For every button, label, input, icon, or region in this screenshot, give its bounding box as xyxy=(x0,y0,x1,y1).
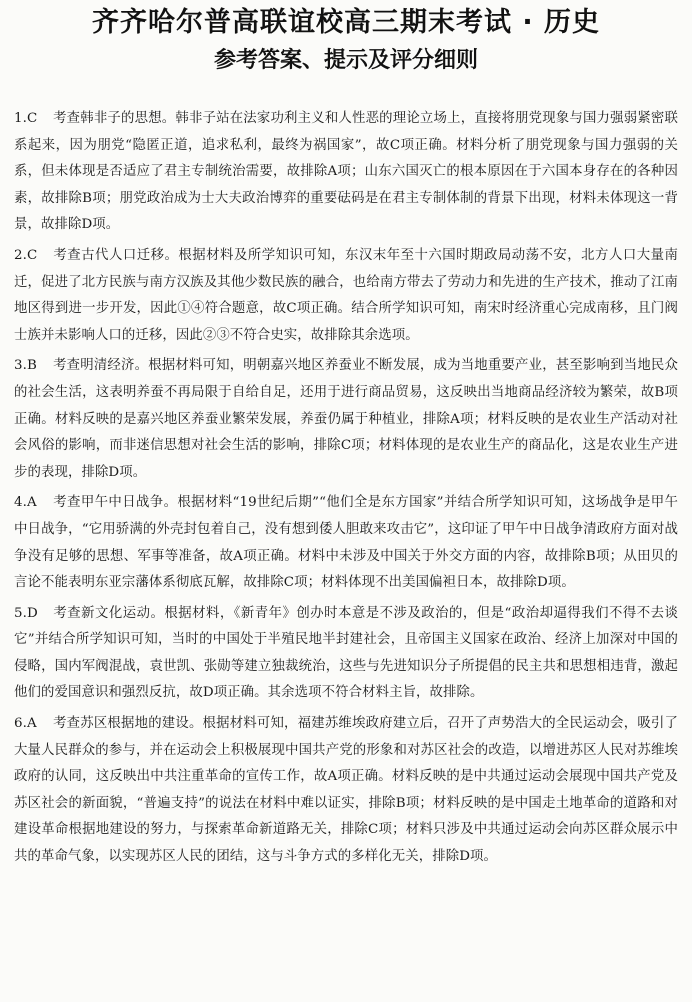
answer-item-3 xyxy=(14,353,678,486)
answer-number: 1. xyxy=(14,111,27,126)
answer-item-6 xyxy=(14,711,678,871)
answer-explanation: 考查甲午中日战争。根据材料“19世纪后期”“他们全是东方国家”并结合所学知识可知，这场战争是甲午中日战争，“它用骄满的外壳封包着自己，没有想到倭人胆敢来攻击它”，这印证了甲午中日战争清政府方面对战争没有足够的思想、军事等准备，故A项正确。材料中未涉及中国关于外交方面的内容，故排除B项；从田贝的言论不能表明东亚宗藩体系彻底瓦解，故排除C项；材料体现不出美国偏袒日本，故排除D项。 xyxy=(14,495,678,591)
page-subtitle: 参考答案、提示及评分细则 xyxy=(213,48,478,73)
answer-key: D xyxy=(26,605,38,621)
answer-key: A xyxy=(26,716,37,732)
answer-item-5 xyxy=(14,601,678,707)
answer-number: 3. xyxy=(14,358,27,374)
answer-explanation: 考查新文化运动。根据材料，《新青年》创办时本意是不涉及政治的，但是“政治却逼得我们不得不去谈它”并结合所学知识可知，当时的中国处于半殖民地半封建社会，且帝国主义国家在政治、经济上加深对中国的侵略，国内军阀混战，袁世凯、张勋等建立独裁统治，这些与先进知识分子所提倡的民主共和思想相违背，激起他们的爱国意识和强烈反抗，故D项正确。其余选项不符合材料主旨，故排除。 xyxy=(14,605,678,701)
answer-key: C xyxy=(26,111,38,126)
answer-explanation: 考查韩非子的思想。韩非子站在法家功利主义和人性恶的理论立场上，直接将朋党现象与国力强弱紧密联系起来，因为朋党“隐匿正道，追求私利，最终为祸国家”，故C项正确。材料分析了朋党现象与国力强弱的关系，但未体现是否适应了君主专制统治需要，故排除A项；山东六国灭亡的根本原因在于六国本身存在的各种因素，故排除B项；朋党政治成为士大夫政治博弈的重要砝码是在君主专制体制的背景下出现，材料未体现这一背景，故排除D项。 xyxy=(14,111,678,233)
answer-item-2 xyxy=(14,243,678,349)
answer-number: 4. xyxy=(14,495,27,511)
page-title: 齐齐哈尔普高联谊校高三期末考试 · 历史 xyxy=(91,7,601,38)
answer-explanation: 考查明清经济。根据材料可知，明朝嘉兴地区养蚕业不断发展，成为当地重要产业，甚至影响到当地民众的社会生活，这表明养蚕不再局限于自给自足，还用于进行商品贸易，这反映出当地商品经济较为繁荣，故B项正确。材料反映的是嘉兴地区养蚕业繁荣发展，养蚕仍属于种植业，排除A项；材料反映的是农业生产活动对社会风俗的影响，而非迷信思想对社会生活的影响，排除C项；材料体现的是农业生产的商品化，这是农业生产进步的表现，排除D项。 xyxy=(14,358,678,480)
answer-explanation: 考查古代人口迁移。根据材料及所学知识可知，东汉末年至十六国时期政局动荡不安，北方人口大量南迁，促进了北方民族与南方汉族及其他少数民族的融合，也给南方带去了劳动力和先进的生产技术，推动了江南地区得到进一步开发，因此①④符合题意，故C项正确。结合所学知识可知，南宋时经济重心完成南移，且门阀士族并未影响人口的迁移，因此②③不符合史实，故排除其余选项。 xyxy=(14,247,678,343)
answer-key: B xyxy=(26,358,37,374)
answer-key: A xyxy=(26,495,37,511)
answer-key: C xyxy=(26,247,38,263)
answer-explanation: 考查苏区根据地的建设。根据材料可知，福建苏维埃政府建立后，召开了声势浩大的全民运动会，吸引了大量人民群众的参与，并在运动会上积极展现中国共产党的形象和对苏区社会的改造，以增进苏区人民对苏维埃政府的认同，这反映出中共注重革命的宣传工作，故A项正确。材料反映的是中共通过运动会展现中国共产党及苏区社会的新面貌，“普遍支持”的说法在材料中难以证实，排除B项；材料反映的是中国走土地革命的道路和对建设革命根据地建设的努力，与探索革命新道路无关，排除C项；材料只涉及中共通过运动会向苏区群众展示中共的革命气象，以实现苏区人民的团结，这与斗争方式的多样化无关，排除D项。 xyxy=(14,716,678,865)
answer-number: 6. xyxy=(14,716,27,732)
answer-number: 2. xyxy=(14,247,27,263)
answer-list xyxy=(14,106,678,871)
answer-item-4 xyxy=(14,490,678,596)
answer-item-1 xyxy=(14,106,678,239)
answer-number: 5. xyxy=(14,605,27,621)
